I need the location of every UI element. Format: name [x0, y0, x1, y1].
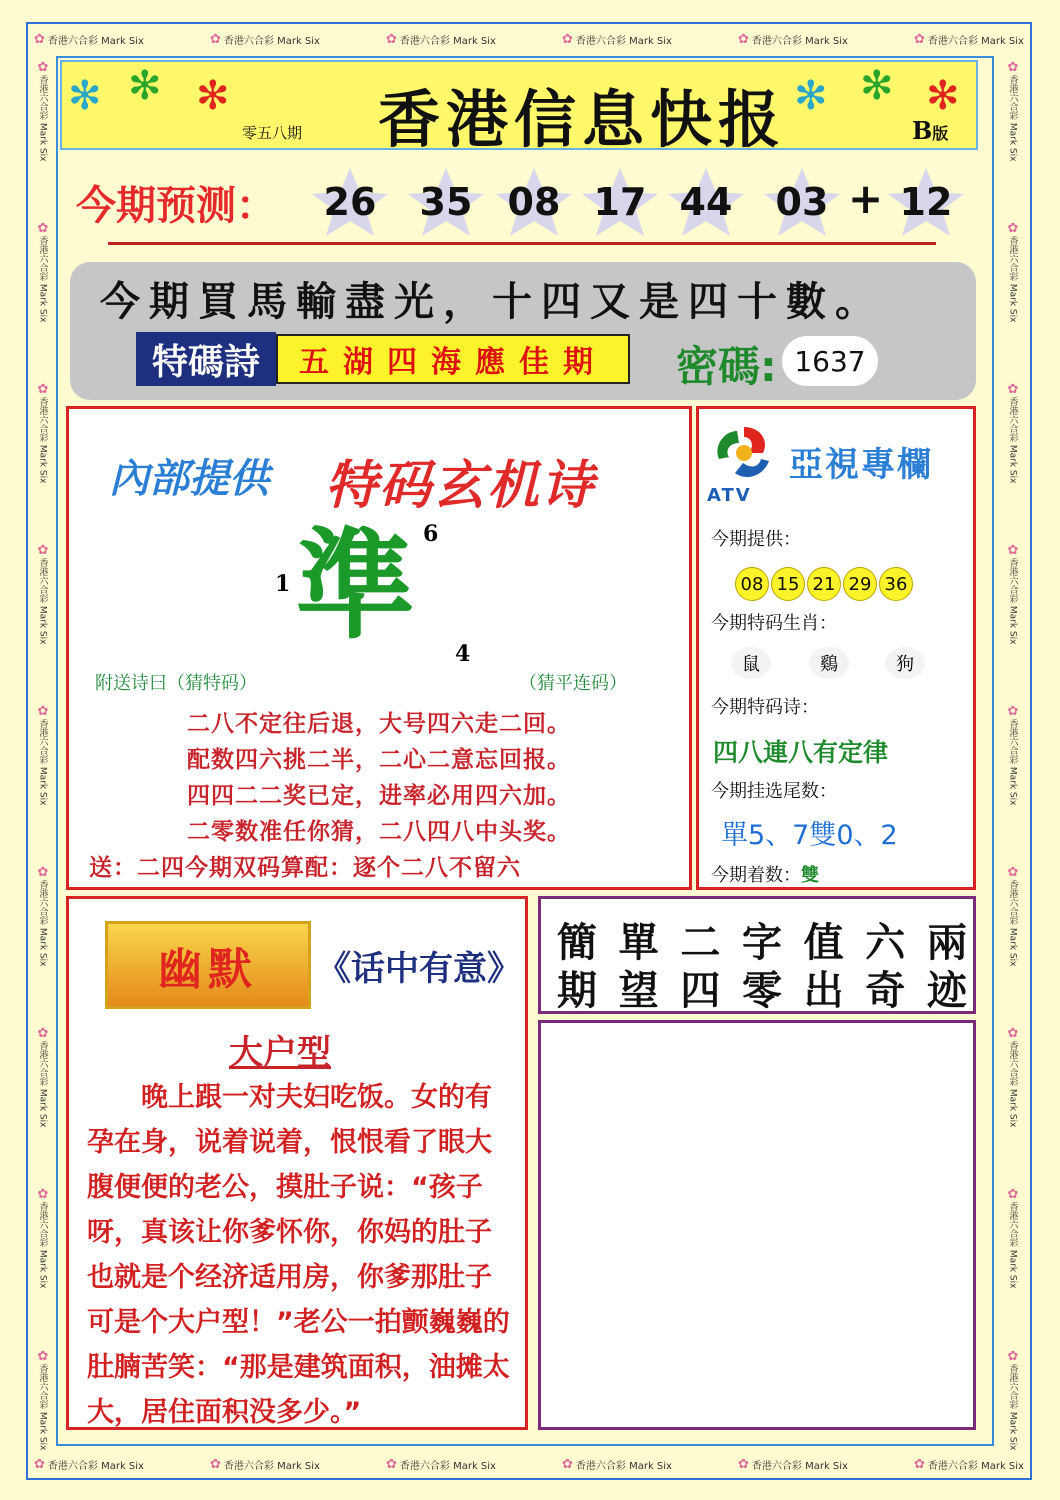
flower-icon: ✿ — [35, 60, 51, 75]
edition-label — [912, 116, 948, 145]
bet-row — [711, 861, 819, 887]
watermark-item — [36, 1349, 51, 1450]
flower-icon: ✿ — [210, 1456, 221, 1472]
watermark-item — [36, 60, 51, 161]
flower-icon: ✿ — [35, 1187, 51, 1203]
secret-code-label: 密碼: — [676, 342, 777, 391]
poem-char: 奇 — [865, 967, 906, 1014]
flower-icon: ✿ — [1005, 1026, 1021, 1042]
right-watermark-strip — [1002, 60, 1024, 1450]
watermark-item — [562, 32, 672, 47]
flower-icon: ✿ — [562, 31, 573, 47]
poem-row-two — [557, 959, 967, 1016]
atv-logo-text: ATV — [707, 485, 752, 506]
watermark-item — [1006, 221, 1021, 322]
watermark-text: 香港六合彩 Mark Six — [1007, 880, 1018, 967]
watermark-text: 香港六合彩 Mark Six — [37, 719, 48, 806]
watermark-item — [738, 1457, 848, 1472]
poem-char: 零 — [741, 967, 782, 1014]
watermark-item — [36, 1026, 51, 1127]
prediction-number: 44 — [666, 166, 746, 238]
flower-icon: ✿ — [914, 1456, 925, 1472]
prediction-number: 17 — [580, 166, 660, 238]
left-watermark-strip — [32, 60, 54, 1450]
poem-char: 簡 — [557, 919, 597, 966]
flower-icon: ✿ — [386, 1456, 397, 1472]
flower-icon: ✿ — [738, 31, 749, 47]
flower-icon: ✿ — [35, 865, 51, 881]
watermark-text: 香港六合彩 Mark Six — [47, 35, 144, 47]
watermark-item — [210, 1457, 320, 1472]
watermark-item — [1006, 1187, 1021, 1288]
poem-char: 出 — [803, 967, 844, 1014]
watermark-text: 香港六合彩 Mark Six — [399, 35, 496, 47]
watermark-text: 香港六合彩 Mark Six — [1007, 558, 1018, 645]
watermark-item — [1006, 543, 1021, 644]
poem-line: 送：二四今期双码算配：逐个二八不留六 — [89, 855, 521, 881]
watermark-item — [738, 32, 848, 47]
prediction-label: 今期预测： — [76, 183, 276, 229]
watermark-text: 香港六合彩 Mark Six — [751, 1460, 848, 1472]
watermark-text: 香港六合彩 Mark Six — [37, 1363, 48, 1450]
atv-poem: 四八連八有定律 — [713, 738, 889, 767]
flower-icon: ✿ — [1005, 1348, 1021, 1364]
flower-icon: ✿ — [1005, 543, 1021, 559]
attach-label-left: 附送诗曰（猜特码） — [95, 673, 257, 694]
watermark-text: 香港六合彩 Mark Six — [223, 35, 320, 47]
zodiac-badge: 鼠 — [731, 647, 771, 679]
watermark-item — [1006, 865, 1021, 966]
edition-suffix: 版 — [932, 124, 949, 143]
flower-icon: ✿ — [210, 31, 221, 47]
number-balls — [735, 567, 913, 601]
watermark-item — [1006, 60, 1021, 161]
flower-icon: ✿ — [1005, 382, 1021, 398]
watermark-text: 香港六合彩 Mark Six — [1007, 75, 1018, 162]
poem-box-two — [538, 896, 976, 1014]
watermark-item — [1006, 382, 1021, 483]
humor-title: 大户型 — [229, 1033, 331, 1073]
watermark-item — [386, 32, 496, 47]
zodiac-label: 今期特码生肖： — [711, 613, 837, 634]
watermark-item — [914, 32, 1024, 47]
watermark-text: 香港六合彩 Mark Six — [37, 558, 48, 645]
flower-icon: ✿ — [35, 1026, 51, 1042]
watermark-text: 香港六合彩 Mark Six — [223, 1460, 320, 1472]
watermark-text: 香港六合彩 Mark Six — [1007, 397, 1018, 484]
tail-numbers: 單5、7雙0、2 — [721, 820, 898, 851]
watermark-text: 香港六合彩 Mark Six — [47, 1460, 144, 1472]
watermark-text: 香港六合彩 Mark Six — [1007, 1041, 1018, 1128]
poem-char: 四 — [680, 967, 721, 1014]
flower-icon: ✿ — [914, 31, 925, 47]
edition-letter: B — [912, 116, 933, 145]
watermark-text: 香港六合彩 Mark Six — [927, 1460, 1024, 1472]
flower-icon: ✿ — [1005, 1187, 1021, 1203]
watermark-item — [34, 32, 144, 47]
plus-sign: + — [848, 174, 884, 223]
watermark-item — [1006, 1026, 1021, 1127]
poem-char: 值 — [803, 919, 844, 966]
watermark-item — [562, 1457, 672, 1472]
watermark-item — [386, 1457, 496, 1472]
watermark-text: 香港六合彩 Mark Six — [751, 35, 848, 47]
special-poem-label: 特碼詩 — [136, 332, 276, 386]
watermark-item — [36, 221, 51, 322]
flower-icon: ✿ — [35, 382, 51, 398]
hint-number-top: 6 — [423, 521, 439, 547]
watermark-text: 香港六合彩 Mark Six — [37, 880, 48, 967]
secret-code-value: 1637 — [782, 336, 878, 386]
watermark-item — [36, 543, 51, 644]
inner-poem-box — [66, 406, 692, 890]
star-decoration-icon: ✻ — [196, 73, 230, 119]
poem-line: 二八不定往后退，大号四六走二回。 — [187, 711, 571, 737]
header-banner — [60, 60, 978, 156]
atv-title: 亞視專欄 — [789, 445, 933, 485]
prediction-number: 26 — [310, 166, 390, 238]
watermark-text: 香港六合彩 Mark Six — [37, 397, 48, 484]
bet-label: 今期着数： — [711, 865, 801, 886]
watermark-text: 香港六合彩 Mark Six — [575, 35, 672, 47]
watermark-text: 香港六合彩 Mark Six — [399, 1460, 496, 1472]
star-decoration-icon: ✻ — [794, 73, 828, 119]
star-decoration-icon: ✻ — [926, 73, 960, 119]
watermark-text: 香港六合彩 Mark Six — [1007, 236, 1018, 323]
flower-icon: ✿ — [1005, 221, 1021, 237]
special-poem-text: 五湖四海應佳期 — [276, 334, 630, 384]
watermark-item — [1006, 1349, 1021, 1450]
inner-title-right: 特码玄机诗 — [325, 456, 596, 516]
poem-lines — [69, 705, 689, 885]
inner-title-left: 內部提供 — [109, 456, 269, 502]
watermark-text: 香港六合彩 Mark Six — [1007, 1202, 1018, 1289]
divider-line — [108, 242, 936, 245]
watermark-text: 香港六合彩 Mark Six — [1007, 1363, 1018, 1450]
watermark-item — [914, 1457, 1024, 1472]
poem-line: 四四二二奖已定，进率必用四六加。 — [187, 783, 571, 809]
flower-icon: ✿ — [738, 1456, 749, 1472]
atv-poem-label: 今期特码诗： — [711, 697, 819, 718]
flower-icon: ✿ — [35, 221, 51, 237]
watermark-item — [1006, 704, 1021, 805]
watermark-text: 香港六合彩 Mark Six — [37, 1202, 48, 1289]
flower-icon: ✿ — [1005, 865, 1021, 881]
number-ball: 36 — [879, 567, 913, 601]
humor-badge: 幽默 — [105, 921, 311, 1009]
flower-icon: ✿ — [562, 1456, 573, 1472]
bottom-watermark-strip — [34, 1452, 1024, 1476]
star-decoration-icon: ✻ — [128, 63, 162, 109]
prediction-number: 03 — [762, 166, 842, 238]
watermark-text: 香港六合彩 Mark Six — [575, 1460, 672, 1472]
watermark-item — [36, 704, 51, 805]
zodiac-badge: 狗 — [885, 647, 925, 679]
special-number: 12 — [886, 166, 966, 238]
slogan-band — [70, 262, 976, 400]
watermark-text: 香港六合彩 Mark Six — [37, 75, 48, 162]
poem-char: 六 — [865, 919, 906, 966]
flower-icon: ✿ — [35, 543, 51, 559]
hint-number-left: 1 — [275, 571, 291, 597]
watermark-item — [210, 32, 320, 47]
watermark-text: 香港六合彩 Mark Six — [37, 236, 48, 323]
watermark-item — [36, 1187, 51, 1288]
provide-label: 今期提供： — [711, 529, 801, 550]
tail-label: 今期挂选尾数： — [711, 781, 837, 802]
flower-icon: ✿ — [35, 1348, 51, 1364]
empty-panel — [538, 1020, 976, 1430]
humor-box — [66, 896, 528, 1430]
flower-icon: ✿ — [386, 31, 397, 47]
watermark-item — [36, 382, 51, 483]
prediction-row — [60, 152, 978, 252]
poem-char: 字 — [741, 919, 782, 966]
poem-char: 望 — [618, 967, 659, 1014]
watermark-text: 香港六合彩 Mark Six — [1007, 719, 1018, 806]
flower-icon: ✿ — [1005, 704, 1021, 720]
star-decoration-icon: ✻ — [860, 63, 894, 109]
zodiac-badge: 鷄 — [809, 647, 849, 679]
flower-icon: ✿ — [34, 31, 45, 47]
star-decoration-icon: ✻ — [68, 73, 102, 119]
top-watermark-strip — [34, 26, 1024, 52]
watermark-text: 香港六合彩 Mark Six — [37, 1041, 48, 1128]
humor-subtitle: 《话中有意》 — [317, 949, 521, 989]
poem-char: 單 — [618, 919, 659, 966]
prediction-number: 35 — [406, 166, 486, 238]
poem-char: 迹 — [926, 967, 967, 1014]
prediction-number: 08 — [494, 166, 574, 238]
humor-body: 晚上跟一对夫妇吃饭。女的有孕在身，说着说着，恨恨看了眼大腹便便的老公，摸肚子说：“孩子呀，真该让你爹怀你，你妈的肚子也就是个经济适用房，你爹那肚子可是个大户型！”老公一拍颤巍巍的肚腩苦笑：“那是建筑面积，油摊太大，居住面积没多少。” — [87, 1082, 510, 1428]
bet-value: 雙 — [801, 865, 819, 886]
number-ball: 29 — [843, 567, 877, 601]
page-title: 香港信息快报 — [377, 83, 786, 156]
poem-char: 期 — [557, 967, 597, 1014]
attach-label-right: （猜平连码） — [519, 673, 627, 694]
atv-column — [696, 406, 976, 890]
hint-number-bottom: 4 — [455, 641, 471, 667]
watermark-item — [34, 1457, 144, 1472]
flower-icon: ✿ — [1005, 60, 1021, 75]
number-ball: 08 — [735, 567, 769, 601]
number-ball: 15 — [771, 567, 805, 601]
watermark-item — [36, 865, 51, 966]
hint-character: 準 — [295, 517, 415, 656]
slogan-text: 今期買馬輸盡光，十四又是四十數。 — [100, 279, 884, 325]
number-ball: 21 — [807, 567, 841, 601]
poem-line: 配数四六挑二半，二心二意忘回报。 — [187, 747, 571, 773]
flower-icon: ✿ — [34, 1456, 45, 1472]
issue-number: 零五八期 — [242, 124, 303, 142]
watermark-text: 香港六合彩 Mark Six — [927, 35, 1024, 47]
atv-logo-icon — [709, 423, 779, 483]
poem-char: 二 — [680, 919, 721, 966]
poem-line: 二零数准任你猜，二八四八中头奖。 — [187, 819, 571, 845]
flower-icon: ✿ — [35, 704, 51, 720]
poem-char: 兩 — [926, 919, 967, 966]
